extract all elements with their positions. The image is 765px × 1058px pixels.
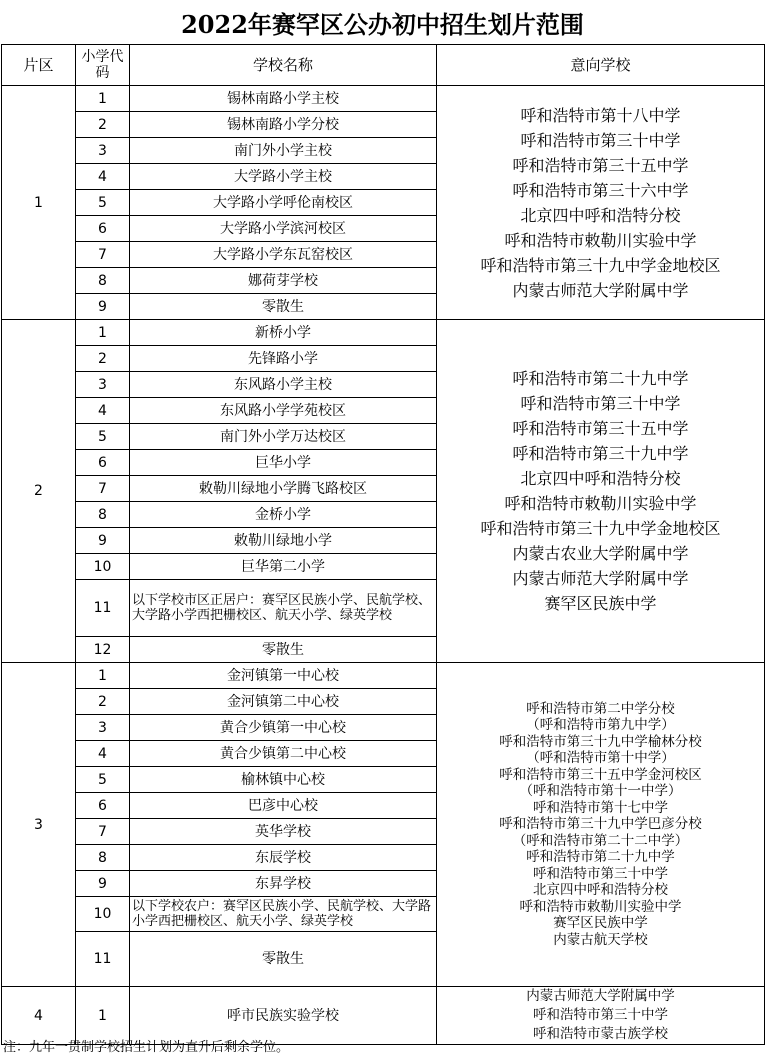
target-school: 呼和浩特市敕勒川实验中学 — [519, 898, 682, 915]
code-cell: 10 — [76, 554, 130, 580]
code-cell: 2 — [76, 689, 130, 715]
school-name-cell: 东辰学校 — [130, 845, 437, 871]
school-name-cell: 南门外小学主校 — [130, 138, 437, 164]
school-name-cell: 呼市民族实验学校 — [130, 987, 437, 1045]
code-cell: 5 — [76, 767, 130, 793]
code-cell: 6 — [76, 450, 130, 476]
target-schools-cell — [437, 320, 765, 663]
code-cell: 11 — [76, 580, 130, 637]
target-school: 北京四中呼和浩特分校 — [533, 882, 668, 899]
school-name-cell: 零散生 — [130, 932, 437, 987]
code-cell: 6 — [76, 793, 130, 819]
code-cell: 3 — [76, 715, 130, 741]
school-name-cell: 南门外小学万达校区 — [130, 424, 437, 450]
code-cell: 7 — [76, 476, 130, 502]
target-school: 内蒙古师范大学附属中学 — [512, 280, 689, 300]
zone-cell: 1 — [2, 86, 76, 320]
school-name-cell: 巨华小学 — [130, 450, 437, 476]
target-school: 内蒙古师范大学附属中学 — [526, 988, 675, 1004]
target-school: 呼和浩特市敕勒川实验中学 — [504, 230, 697, 250]
target-school: 呼和浩特市第三十五中学 — [512, 419, 689, 438]
target-school: 呼和浩特市第二中学分校 — [526, 700, 675, 717]
school-name-cell: 东风路小学主校 — [130, 372, 437, 398]
target-school: 呼和浩特市第三十中学 — [520, 394, 681, 413]
school-name-cell: 锡林南路小学主校 — [130, 86, 437, 112]
school-name-cell: 巴彦中心校 — [130, 793, 437, 819]
target-school: 呼和浩特市第十七中学 — [533, 799, 668, 816]
target-school: 北京四中呼和浩特分校 — [520, 469, 681, 488]
code-cell: 10 — [76, 897, 130, 932]
target-school: 呼和浩特市第三十九中学金地校区 — [480, 519, 721, 538]
code-cell: 9 — [76, 528, 130, 554]
code-cell: 7 — [76, 819, 130, 845]
school-name-cell: 金河镇第一中心校 — [130, 663, 437, 689]
target-school: 呼和浩特市第三十九中学金地校区 — [480, 255, 721, 275]
school-name-cell: 敕勒川绿地小学 — [130, 528, 437, 554]
code-cell: 4 — [76, 741, 130, 767]
code-cell: 5 — [76, 190, 130, 216]
code-cell: 4 — [76, 164, 130, 190]
code-cell: 9 — [76, 871, 130, 897]
code-cell: 2 — [76, 112, 130, 138]
footnote: 注：九年一贯制学校招生计划为直升后剩余学位。 — [3, 1040, 290, 1055]
header-target: 意向学校 — [437, 45, 765, 86]
school-name-cell: 金河镇第二中心校 — [130, 689, 437, 715]
target-schools-cell — [437, 663, 765, 987]
code-cell: 1 — [76, 86, 130, 112]
code-cell: 4 — [76, 398, 130, 424]
code-cell: 1 — [76, 320, 130, 346]
code-cell: 1 — [76, 987, 130, 1045]
school-name-cell: 大学路小学主校 — [130, 164, 437, 190]
target-school: 呼和浩特市第二十九中学 — [526, 849, 675, 866]
school-name-cell: 锡林南路小学分校 — [130, 112, 437, 138]
school-name-cell: 巨华第二小学 — [130, 554, 437, 580]
school-name-cell: 黄合少镇第一中心校 — [130, 715, 437, 741]
enrollment-table — [1, 44, 765, 1045]
table-row — [2, 86, 765, 112]
code-cell: 8 — [76, 268, 130, 294]
header-row — [2, 45, 765, 86]
school-name-cell: 敕勒川绿地小学腾飞路校区 — [130, 476, 437, 502]
code-cell: 5 — [76, 424, 130, 450]
target-school: 内蒙古农业大学附属中学 — [512, 544, 689, 563]
target-school: 赛罕区民族中学 — [544, 594, 657, 613]
target-school: 呼和浩特市第三十九中学巴彦分校 — [499, 816, 702, 833]
target-school: （呼和浩特市第十中学） — [526, 750, 675, 767]
target-schools-cell — [437, 86, 765, 320]
code-cell: 12 — [76, 637, 130, 663]
code-cell: 2 — [76, 346, 130, 372]
code-cell: 8 — [76, 502, 130, 528]
table-row — [2, 663, 765, 689]
header-school: 学校名称 — [130, 45, 437, 86]
code-cell: 7 — [76, 242, 130, 268]
target-school: （呼和浩特市第九中学） — [526, 717, 675, 734]
school-name-cell: 零散生 — [130, 637, 437, 663]
target-school: 呼和浩特市第三十六中学 — [512, 180, 689, 200]
target-school: 赛罕区民族中学 — [553, 915, 648, 932]
code-cell: 11 — [76, 932, 130, 987]
code-cell: 3 — [76, 372, 130, 398]
code-cell: 6 — [76, 216, 130, 242]
table-row — [2, 320, 765, 346]
school-name-cell: 零散生 — [130, 294, 437, 320]
school-note-cell: 以下学校农户：赛罕区民族小学、民航学校、大学路小学西把栅校区、航天小学、绿英学校 — [130, 897, 437, 932]
zone-cell: 2 — [2, 320, 76, 663]
code-cell: 9 — [76, 294, 130, 320]
school-name-cell: 黄合少镇第二中心校 — [130, 741, 437, 767]
school-name-cell: 榆林镇中心校 — [130, 767, 437, 793]
school-note-cell: 以下学校市区正居户：赛罕区民族小学、民航学校、大学路小学西把栅校区、航天小学、绿英学校 — [130, 580, 437, 637]
code-cell: 8 — [76, 845, 130, 871]
target-school: 北京四中呼和浩特分校 — [520, 205, 681, 225]
target-school: 内蒙古航天学校 — [553, 931, 648, 948]
target-school: 呼和浩特市第三十九中学榆林分校 — [499, 733, 702, 750]
page-title: 2022年赛罕区公办初中招生划片范围 — [181, 9, 584, 39]
zone-cell: 3 — [2, 663, 76, 987]
code-cell: 1 — [76, 663, 130, 689]
target-school: 呼和浩特市蒙古族学校 — [533, 1026, 668, 1042]
target-school: 呼和浩特市第三十中学 — [533, 865, 668, 882]
school-name-cell: 大学路小学滨河校区 — [130, 216, 437, 242]
code-cell: 3 — [76, 138, 130, 164]
target-school: 呼和浩特市第三十中学 — [533, 1007, 668, 1023]
school-name-cell: 娜荷芽学校 — [130, 268, 437, 294]
target-school: 呼和浩特市第二十九中学 — [512, 369, 689, 388]
school-name-cell: 先锋路小学 — [130, 346, 437, 372]
target-school: 呼和浩特市第三十九中学 — [512, 444, 689, 463]
header-code: 小学代码 — [76, 45, 130, 86]
zone-cell: 4 — [2, 987, 76, 1045]
school-name-cell: 大学路小学呼伦南校区 — [130, 190, 437, 216]
school-name-cell: 大学路小学东瓦窑校区 — [130, 242, 437, 268]
target-school: 呼和浩特市第三十中学 — [520, 130, 681, 150]
school-name-cell: 东风路小学学苑校区 — [130, 398, 437, 424]
school-name-cell: 英华学校 — [130, 819, 437, 845]
school-name-cell: 新桥小学 — [130, 320, 437, 346]
target-school: 呼和浩特市第十八中学 — [520, 105, 681, 125]
target-school: （呼和浩特市第十一中学） — [519, 783, 682, 800]
target-school: 呼和浩特市第三十五中学 — [512, 155, 689, 175]
table-body — [2, 86, 765, 1045]
target-schools-cell — [437, 987, 765, 1045]
school-name-cell: 东昇学校 — [130, 871, 437, 897]
target-school: 呼和浩特市第三十五中学金河校区 — [499, 766, 702, 783]
target-school: 呼和浩特市敕勒川实验中学 — [504, 494, 697, 513]
header-zone: 片区 — [2, 45, 76, 86]
target-school: （呼和浩特市第二十二中学） — [512, 832, 689, 849]
target-school: 内蒙古师范大学附属中学 — [512, 569, 689, 588]
school-name-cell: 金桥小学 — [130, 502, 437, 528]
